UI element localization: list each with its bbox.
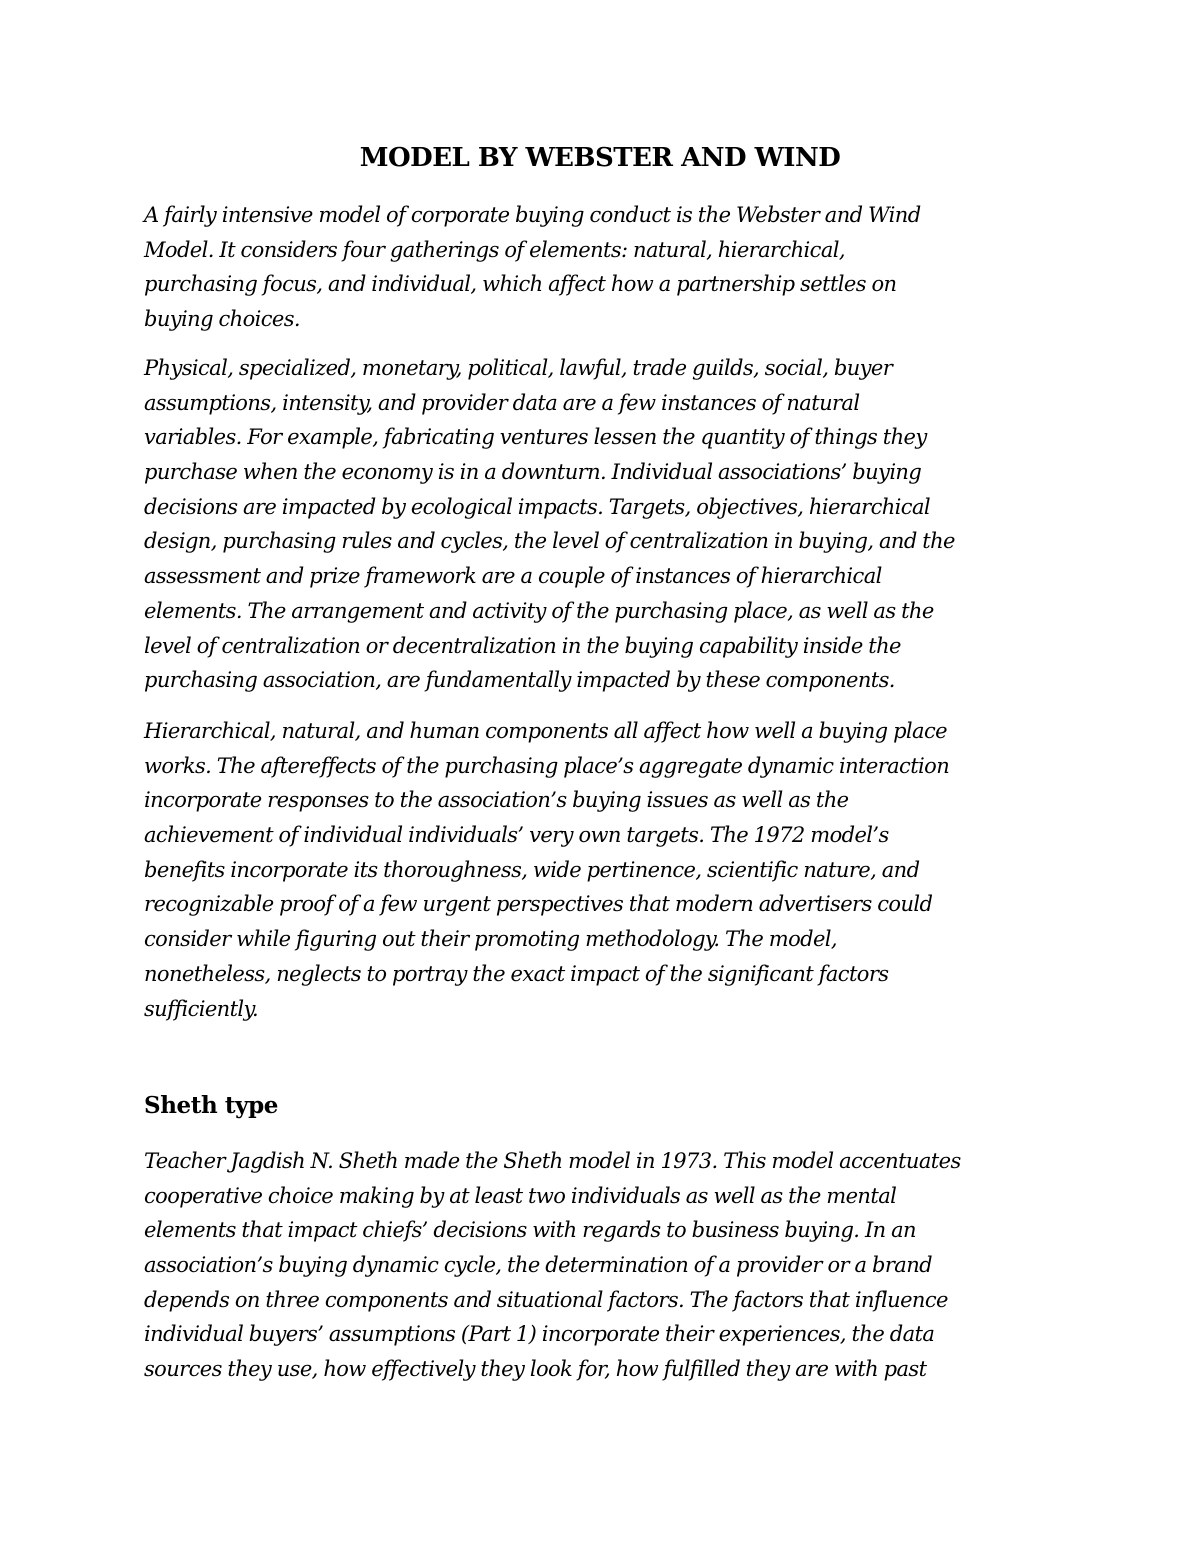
text-line: elements that impact chiefs’ decisions with regards to business buying. In an	[144, 1218, 916, 1243]
text-line: level of centralization or decentralization in the buying capability inside the	[144, 633, 901, 658]
text-line: consider while figuring out their promoting methodology. The model,	[144, 927, 837, 952]
text-line: purchasing focus, and individual, which affect how a partnership settles on	[144, 272, 897, 297]
text-line: sources they use, how effectively they look for, how fulfilled they are with past	[144, 1357, 927, 1382]
text-line: decisions are impacted by ecological impacts. Targets, objectives, hierarchical	[144, 494, 930, 519]
paragraph-webster-wind-intro	[144, 198, 1064, 337]
paragraph-sheth-model	[144, 1144, 1064, 1387]
text-line: assessment and prize framework are a couple of instances of hierarchical	[144, 564, 882, 589]
text-line: nonetheless, neglects to portray the exact impact of the significant factors	[144, 961, 889, 986]
text-line: assumptions, intensity, and provider data are a few instances of natural	[144, 390, 860, 415]
paragraph-buying-center	[144, 714, 1064, 1026]
text-line: Teacher Jagdish N. Sheth made the Sheth model in 1973. This model accentuates	[144, 1149, 961, 1173]
text-line: variables. For example, fabricating ventures lessen the quantity of things they	[144, 425, 927, 450]
section-heading-sheth: Sheth type	[144, 1092, 279, 1119]
text-line: cooperative choice making by at least two individuals as well as the mental	[144, 1183, 897, 1208]
text-line: sufficiently.	[144, 996, 259, 1021]
text-line: purchase when the economy is in a downturn. Individual associations’ buying	[144, 460, 922, 485]
document-title: MODEL BY WEBSTER AND WIND	[359, 143, 841, 173]
text-line: A fairly intensive model of corporate buying conduct is the Webster and Wind	[144, 203, 921, 227]
text-line: incorporate responses to the association’s buying issues as well as the	[144, 788, 849, 813]
text-line: recognizable proof of a few urgent perspectives that modern advertisers could	[144, 892, 933, 917]
text-line: depends on three components and situational factors. The factors that influence	[144, 1287, 948, 1312]
paragraph-environmental-factors	[144, 351, 1064, 698]
text-line: Hierarchical, natural, and human components all affect how well a buying place	[144, 719, 947, 743]
text-line: purchasing association, are fundamentally impacted by these components.	[144, 668, 895, 693]
text-line: association’s buying dynamic cycle, the determination of a provider or a brand	[144, 1253, 932, 1278]
text-line: achievement of individual individuals’ very own targets. The 1972 model’s	[144, 823, 889, 848]
text-line: elements. The arrangement and activity of the purchasing place, as well as the	[144, 598, 934, 623]
text-line: Model. It considers four gatherings of elements: natural, hierarchical,	[144, 237, 845, 262]
text-line: design, purchasing rules and cycles, the level of centralization in buying, and the	[144, 529, 955, 554]
text-line: benefits incorporate its thoroughness, wide pertinence, scientific nature, and	[144, 857, 920, 882]
text-line: individual buyers’ assumptions (Part 1) incorporate their experiences, the data	[144, 1322, 935, 1347]
text-line: works. The aftereffects of the purchasing place’s aggregate dynamic interaction	[144, 753, 950, 778]
text-line: Physical, specialized, monetary, political, lawful, trade guilds, social, buyer	[144, 356, 893, 380]
text-line: buying choices.	[144, 307, 300, 332]
